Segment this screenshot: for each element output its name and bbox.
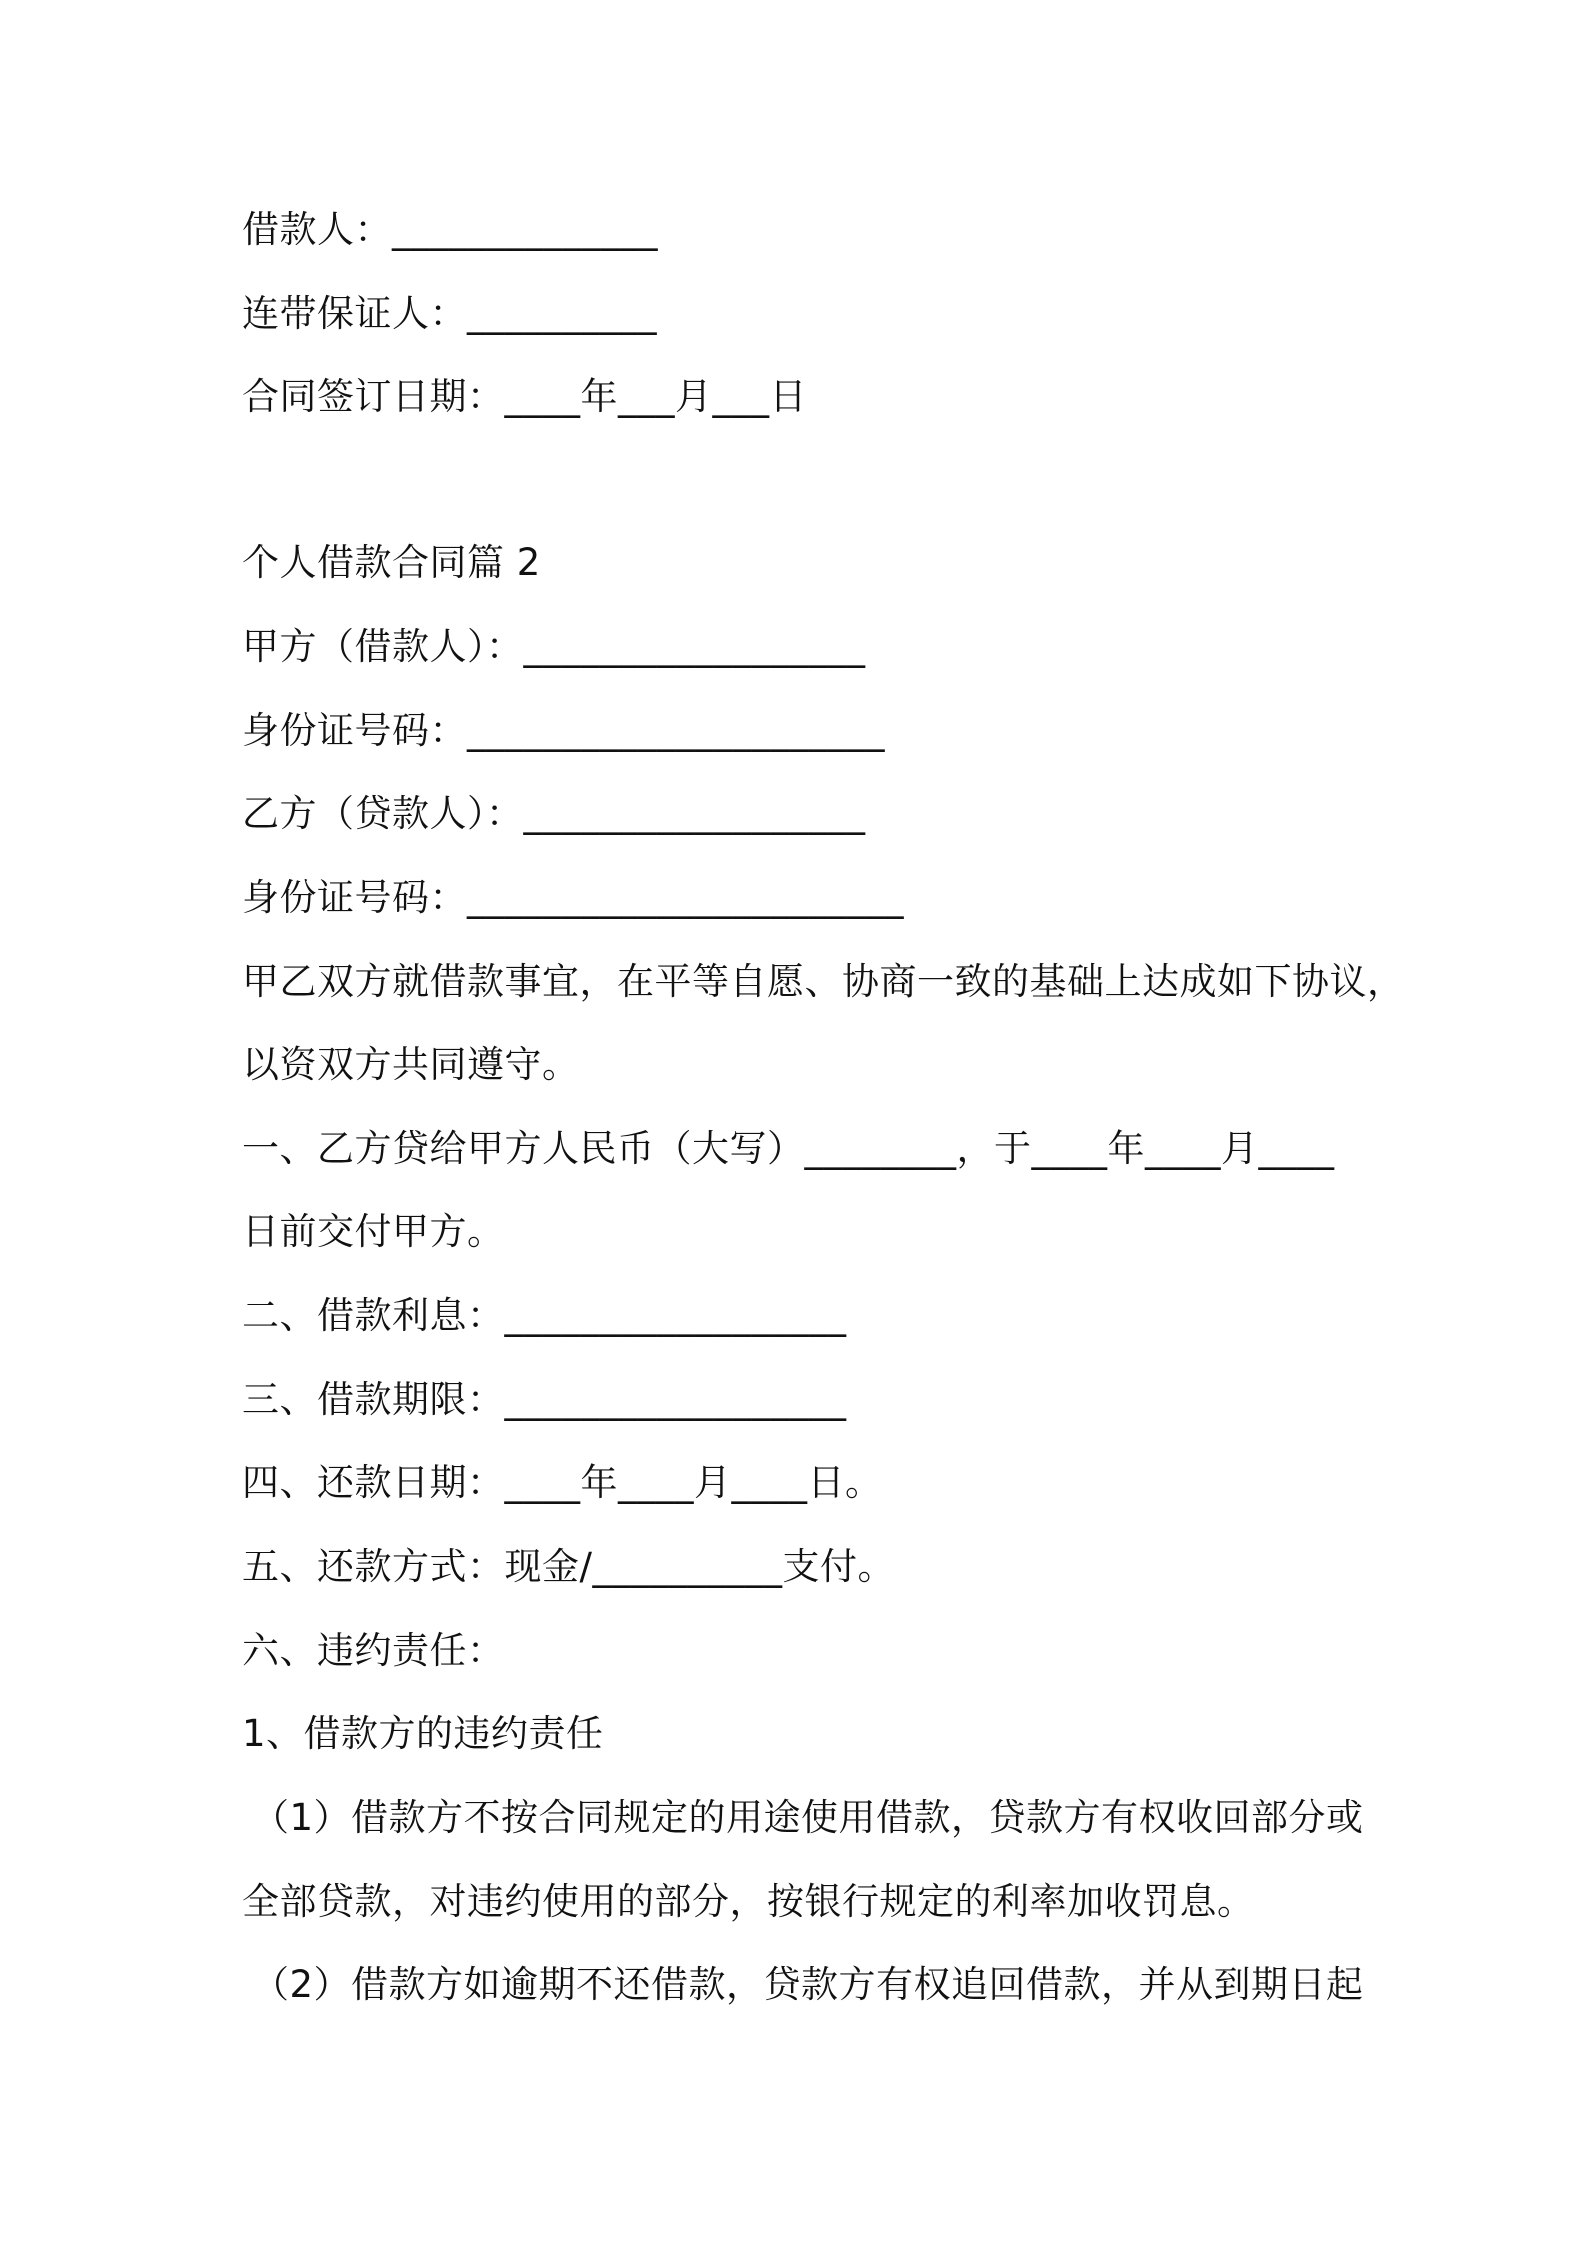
guarantor-signature-line: 连带保证人：__________ [242, 292, 657, 335]
party-b-line: 乙方（贷款人）：__________________ [242, 792, 866, 835]
clause-4-repayment-date: 四、还款日期：____年____月____日。 [242, 1461, 883, 1504]
agreement-paragraph-line-1: 甲乙双方就借款事宜，在平等自愿、协商一致的基础上达成如下协议， [242, 960, 1405, 1003]
borrower-breach-heading: 1、借款方的违约责任 [242, 1712, 604, 1755]
clause-5-repayment-method: 五、还款方式：现金/__________支付。 [242, 1545, 895, 1588]
clause-6-breach-heading: 六、违约责任： [242, 1629, 505, 1672]
clause-1-line-2: 日前交付甲方。 [242, 1210, 505, 1253]
clause-2-interest: 二、借款利息：__________________ [242, 1294, 847, 1337]
agreement-paragraph-line-2: 以资双方共同遵守。 [242, 1043, 580, 1086]
breach-item-2-line-1: （2）借款方如逾期不还借款，贷款方有权追回借款，并从到期日起 [252, 1963, 1364, 2006]
clause-3-term: 三、借款期限：__________________ [242, 1378, 847, 1421]
borrower-signature-line: 借款人：______________ [242, 208, 658, 251]
party-b-id-line: 身份证号码：_______________________ [242, 876, 904, 919]
party-a-line: 甲方（借款人）：__________________ [242, 625, 866, 668]
breach-item-1-line-2: 全部贷款，对违约使用的部分，按银行规定的利率加收罚息。 [242, 1880, 1255, 1923]
party-a-id-line: 身份证号码：______________________ [242, 709, 885, 752]
contract-date-line: 合同签订日期：____年___月___日 [242, 375, 807, 418]
breach-item-1-line-1: （1）借款方不按合同规定的用途使用借款，贷款方有权收回部分或 [252, 1796, 1364, 1839]
clause-1-line-1: 一、乙方贷给甲方人民币（大写）________，于____年____月____ [242, 1127, 1335, 1170]
section-title: 个人借款合同篇 2 [242, 541, 541, 584]
